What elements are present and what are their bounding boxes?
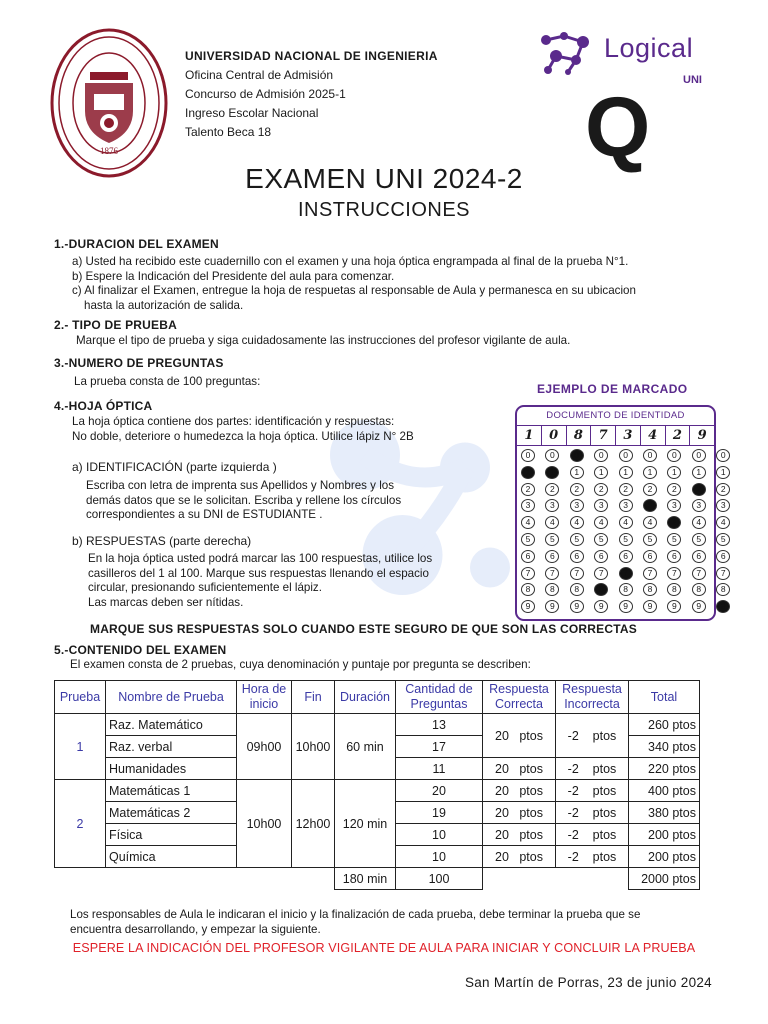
total-cell: 200 ptos [629, 824, 700, 846]
col-inicio: Hora de inicio [237, 681, 292, 714]
bubble: 2 [643, 483, 657, 496]
institution-name: UNIVERSIDAD NACIONAL DE INGENIERIA [185, 49, 438, 63]
bubble: 6 [619, 550, 633, 563]
exam-version-letter: Q [585, 80, 651, 174]
total-cell: 220 ptos [629, 758, 700, 780]
logical-logo-sub: UNI [683, 74, 702, 86]
respuestas-line-3: circular, presionando suficientemente el lápiz. [88, 581, 322, 594]
bubble: 2 [570, 483, 584, 496]
bubble: 7 [545, 567, 559, 580]
nombre-cell: Física [106, 824, 237, 846]
bubble: 5 [545, 533, 559, 546]
marking-example-label: EJEMPLO DE MARCADO [537, 382, 688, 396]
incorrecta-cell: -2 ptos [556, 758, 629, 780]
nombre-cell: Raz. Matemático [106, 714, 237, 736]
cantidad-cell: 13 [396, 714, 483, 736]
bubble: 5 [667, 533, 681, 546]
bubble: 8 [692, 583, 706, 596]
section-1-c-cont: hasta la autorización de salida. [84, 298, 244, 312]
bubble: 6 [545, 550, 559, 563]
section-2-title: 2.- TIPO DE PRUEBA [54, 318, 177, 332]
digit-cell: 3 [616, 426, 641, 445]
section-1-text [72, 255, 636, 313]
identificacion-line-2: demás datos que se le solicitan. Escriba y rellene los círculos [86, 493, 402, 507]
bubble: 3 [521, 499, 535, 512]
bubble: 3 [619, 499, 633, 512]
footer-note-line-1: Los responsables de Aula le indicaran el inicio y la finalización de cada prueba, debe terminar la prueba que se [70, 908, 641, 921]
col-duracion: Duración [335, 681, 396, 714]
bubble: 2 [667, 483, 681, 496]
logical-logo-icon [538, 30, 598, 76]
bubble: 3 [716, 499, 730, 512]
digit-cell: 0 [542, 426, 567, 445]
total-cell: 260 ptos [629, 714, 700, 736]
correcta-cell: 20 ptos [483, 802, 556, 824]
bubble: 9 [521, 600, 535, 613]
inicio-cell: 09h00 [237, 714, 292, 780]
bubble: 6 [692, 550, 706, 563]
page-subtitle: INSTRUCCIONES [297, 199, 471, 221]
col-nombre: Nombre de Prueba [106, 681, 237, 714]
header-line-1: Oficina Central de Admisión [185, 68, 334, 82]
respuestas-line-1: En la hoja óptica usted podrá marcar las 100 respuestas, utilice los [88, 552, 433, 565]
respuestas-text [88, 552, 432, 610]
cantidad-cell: 19 [396, 802, 483, 824]
duracion-cell: 120 min [335, 780, 396, 868]
bubble: 5 [692, 533, 706, 546]
cantidad-cell: 10 [396, 846, 483, 868]
bubble: 0 [619, 449, 633, 462]
bubble: 9 [570, 600, 584, 613]
bubble: 0 [521, 449, 535, 462]
bubble: 8 [667, 583, 681, 596]
bubble: 2 [692, 483, 706, 496]
bubble: 1 [521, 466, 535, 479]
nombre-cell: Matemáticas 2 [106, 802, 237, 824]
bubble: 7 [692, 567, 706, 580]
incorrecta-cell: -2 ptos [556, 824, 629, 846]
bubble: 0 [667, 449, 681, 462]
bubble: 2 [594, 483, 608, 496]
section-1-a: a) Usted ha recibido este cuadernillo con el examen y una hoja óptica engrampada al final de la prueba N°1. [72, 255, 629, 268]
respuestas-line-4: Las marcas deben ser nítidas. [88, 595, 244, 609]
fin-cell: 12h00 [292, 780, 335, 868]
bubble: 9 [667, 600, 681, 613]
digit-cell: 8 [567, 426, 592, 445]
nombre-cell: Raz. verbal [106, 736, 237, 758]
bubble: 7 [667, 567, 681, 580]
bubble: 4 [716, 516, 730, 529]
bubble: 5 [570, 533, 584, 546]
bubble: 0 [570, 449, 584, 462]
table-totals-row [55, 868, 700, 890]
place-date: San Martín de Porras, 23 de junio 2024 [464, 975, 712, 990]
incorrecta-cell: -2 ptos [556, 780, 629, 802]
bubble: 0 [594, 449, 608, 462]
total-cell: 340 ptos [629, 736, 700, 758]
identificacion-title: a) IDENTIFICACIÓN (parte izquierda ) [72, 460, 277, 474]
header-line-4: Talento Beca 18 [185, 125, 272, 139]
col-prueba: Prueba [55, 681, 106, 714]
fin-cell: 10h00 [292, 714, 335, 780]
bubble: 2 [716, 483, 730, 496]
header-line-3: Ingreso Escolar Nacional [185, 106, 319, 120]
bubble: 1 [716, 466, 730, 479]
cantidad-cell: 11 [396, 758, 483, 780]
bubble: 3 [643, 499, 657, 512]
nombre-cell: Humanidades [106, 758, 237, 780]
respuestas-line-2: casilleros del 1 al 100. Marque sus respuestas llenando el espacio [88, 566, 429, 580]
duracion-cell: 60 min [335, 714, 396, 780]
bubble: 4 [594, 516, 608, 529]
digit-cell: 1 [517, 426, 542, 445]
col-cantidad: Cantidad de Preguntas [396, 681, 483, 714]
cantidad-cell: 20 [396, 780, 483, 802]
logical-logo-text: Logical [604, 33, 694, 63]
bubble: 1 [619, 466, 633, 479]
bubble: 0 [643, 449, 657, 462]
prueba-cell: 2 [55, 780, 106, 868]
bubble: 7 [594, 567, 608, 580]
section-1-b: b) Espere la Indicación del Presidente del aula para comenzar. [72, 269, 395, 283]
bubble: 7 [716, 567, 730, 580]
bubble: 4 [570, 516, 584, 529]
section-1-title: 1.-DURACION DEL EXAMEN [54, 237, 219, 251]
bubble: 8 [521, 583, 535, 596]
identificacion-line-1: Escriba con letra de imprenta sus Apellidos y Nombres y los [86, 479, 395, 492]
uni-seal-logo [50, 28, 168, 178]
page-title: EXAMEN UNI 2024-2 [245, 163, 523, 194]
section-4-line-1: La hoja óptica contiene dos partes: identificación y respuestas: [72, 415, 395, 428]
bubble: 3 [570, 499, 584, 512]
bubble-sheet-example [515, 405, 726, 621]
total-cell: 200 ptos [629, 846, 700, 868]
bubble: 9 [619, 600, 633, 613]
incorrecta-cell: -2 ptos [556, 714, 629, 758]
bubble: 4 [619, 516, 633, 529]
correcta-cell: 20 ptos [483, 824, 556, 846]
bubble: 4 [667, 516, 681, 529]
bubble: 3 [667, 499, 681, 512]
bubble: 1 [692, 466, 706, 479]
table-header-row [55, 681, 700, 714]
bubble: 5 [716, 533, 730, 546]
digit-cell: 7 [591, 426, 616, 445]
bubble-sheet-header: DOCUMENTO DE IDENTIDAD [546, 410, 685, 421]
section-5-text: El examen consta de 2 pruebas, cuya denominación y puntaje por pregunta se describen: [70, 658, 531, 671]
col-fin: Fin [292, 681, 335, 714]
bubble: 1 [594, 466, 608, 479]
nombre-cell: Química [106, 846, 237, 868]
bubble: 1 [545, 466, 559, 479]
bubble: 6 [521, 550, 535, 563]
bubble: 6 [594, 550, 608, 563]
bubble: 2 [545, 483, 559, 496]
digit-cell: 2 [666, 426, 691, 445]
bubble: 9 [692, 600, 706, 613]
notice-text: MARQUE SUS RESPUESTAS SOLO CUANDO ESTE SEGURO DE QUE SON LAS CORRECTAS [90, 622, 637, 636]
score-table [54, 680, 700, 890]
bubble: 8 [716, 583, 730, 596]
footer-note [70, 908, 640, 937]
col-total: Total [629, 681, 700, 714]
bubble: 8 [570, 583, 584, 596]
nombre-cell: Matemáticas 1 [106, 780, 237, 802]
identificacion-text [86, 479, 401, 523]
bubble: 5 [619, 533, 633, 546]
bubble: 9 [643, 600, 657, 613]
bubble: 7 [619, 567, 633, 580]
bubble: 2 [521, 483, 535, 496]
total-duracion-cell: 180 min [335, 868, 396, 890]
total-puntos-cell: 2000 ptos [629, 868, 700, 890]
total-cell: 400 ptos [629, 780, 700, 802]
bubble: 1 [667, 466, 681, 479]
bubble: 3 [545, 499, 559, 512]
bubble: 3 [692, 499, 706, 512]
section-1-c: c) Al finalizar el Examen, entregue la hoja de respuetas al responsable de Aula y permanesca en su ubicacion [72, 284, 636, 297]
digit-cell: 4 [641, 426, 666, 445]
bubble: 0 [692, 449, 706, 462]
bubble: 3 [594, 499, 608, 512]
identificacion-line-3: correspondientes a su DNI de ESTUDIANTE . [86, 508, 323, 521]
bubble: 4 [521, 516, 535, 529]
section-4-line-2: No doble, deteriore o humedezca la hoja óptica. Utilice lápiz N° 2B [72, 429, 414, 443]
bubble: 9 [545, 600, 559, 613]
bubble: 2 [619, 483, 633, 496]
bubble-sheet-digits [517, 425, 714, 446]
correcta-cell: 20 ptos [483, 846, 556, 868]
total-cell: 380 ptos [629, 802, 700, 824]
prueba-cell: 1 [55, 714, 106, 780]
table-row [55, 714, 700, 736]
bubble: 7 [570, 567, 584, 580]
section-3-text: La prueba consta de 100 preguntas: [74, 375, 261, 388]
incorrecta-cell: -2 ptos [556, 846, 629, 868]
bubble: 1 [643, 466, 657, 479]
bubble: 8 [594, 583, 608, 596]
bubble: 7 [521, 567, 535, 580]
inicio-cell: 10h00 [237, 780, 292, 868]
bubble: 4 [545, 516, 559, 529]
bubble: 9 [594, 600, 608, 613]
section-4-title: 4.-HOJA ÓPTICA [54, 399, 153, 413]
section-5-title: 5.-CONTENIDO DEL EXAMEN [54, 643, 227, 657]
bubble: 5 [521, 533, 535, 546]
col-correcta: Respuesta Correcta [483, 681, 556, 714]
section-3-title: 3.-NUMERO DE PREGUNTAS [54, 356, 224, 370]
cantidad-cell: 10 [396, 824, 483, 846]
correcta-cell: 20 ptos [483, 780, 556, 802]
header-line-2: Concurso de Admisión 2025-1 [185, 87, 346, 101]
bubble: 8 [643, 583, 657, 596]
bubble: 4 [643, 516, 657, 529]
bubble: 0 [545, 449, 559, 462]
bubble: 5 [643, 533, 657, 546]
cantidad-cell: 17 [396, 736, 483, 758]
seal-year: 1876 [100, 146, 118, 156]
bubble: 8 [619, 583, 633, 596]
bubble: 5 [594, 533, 608, 546]
incorrecta-cell: -2 ptos [556, 802, 629, 824]
bubble: 1 [570, 466, 584, 479]
bubble: 8 [545, 583, 559, 596]
bubble: 6 [716, 550, 730, 563]
bubble: 6 [643, 550, 657, 563]
section-2-text: Marque el tipo de prueba y siga cuidadosamente las instrucciones del profesor vigilante de aula. [76, 334, 571, 347]
respuestas-title: b) RESPUESTAS (parte derecha) [72, 534, 252, 548]
bubble: 0 [716, 449, 730, 462]
bubble: 7 [643, 567, 657, 580]
footer-note-line-2: encuentra desarrollando, y empezar la siguiente. [70, 922, 321, 936]
bubble: 6 [570, 550, 584, 563]
bubble: 6 [667, 550, 681, 563]
table-row [55, 780, 700, 802]
header-block [185, 47, 438, 142]
col-incorrecta: Respuesta Incorrecta [556, 681, 629, 714]
correcta-cell: 20 ptos [483, 758, 556, 780]
total-cantidad-cell: 100 [396, 868, 483, 890]
warning-text: ESPERE LA INDICACIÓN DEL PROFESOR VIGILANTE DE AULA PARA INICIAR Y CONCLUIR LA PRUEBA [72, 941, 696, 955]
digit-cell: 9 [697, 428, 707, 443]
bubble: 9 [716, 600, 730, 613]
section-4-text [72, 415, 484, 444]
bubble: 4 [692, 516, 706, 529]
correcta-cell: 20 ptos [483, 714, 556, 758]
